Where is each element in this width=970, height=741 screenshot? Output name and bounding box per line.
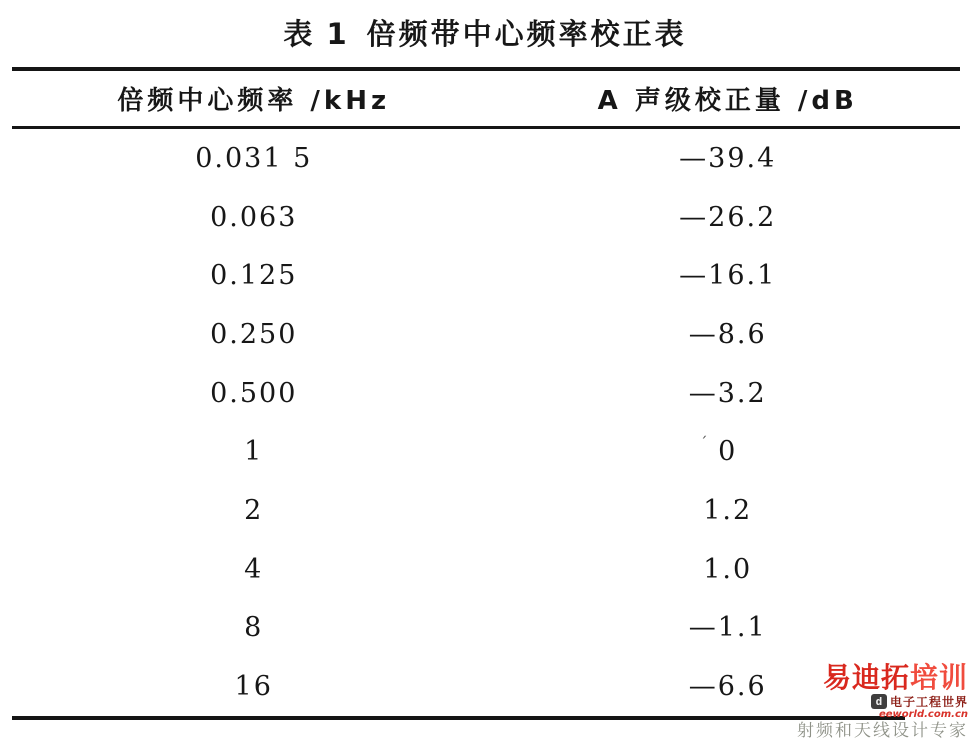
table-row (12, 540, 960, 599)
db-cell: —6.6 (688, 671, 767, 703)
db-cell: 1.2 (703, 495, 753, 527)
table-bottom-rule (12, 716, 905, 720)
table-number-label: 表 1 (283, 17, 349, 51)
db-cell: 1.0 (703, 553, 753, 585)
table-row (12, 305, 960, 364)
watermark-tagline: 射频和天线设计专家 (797, 721, 968, 741)
table-top-rule (12, 67, 960, 71)
freq-cell: 0.250 (210, 318, 298, 350)
table-row (12, 364, 960, 423)
watermark (778, 661, 968, 741)
table-title-text: 倍频带中心频率校正表 (366, 17, 687, 51)
table-row (12, 129, 960, 188)
db-cell: —3.2 (688, 377, 767, 409)
header-correction-column: A 声级校正量 /dB (597, 85, 858, 116)
table-title (0, 12, 970, 53)
db-cell: —16.1 (679, 260, 777, 292)
table-body (12, 129, 960, 716)
db-cell: —1.1 (688, 612, 767, 644)
table-row (12, 599, 960, 658)
db-cell: —8.6 (688, 318, 767, 350)
freq-cell: 1 (244, 436, 264, 468)
watermark-site-url: eeworld.com.cn (878, 709, 968, 720)
freq-cell: 8 (244, 612, 264, 644)
table-header-row (12, 72, 960, 124)
table-row (12, 188, 960, 247)
watermark-brand-suffix: 培训 (909, 661, 968, 694)
watermark-site-name: 电子工程世界 (889, 694, 968, 709)
freq-cell: 0.063 (210, 201, 298, 233)
watermark-site-line (778, 694, 968, 709)
eeworld-logo-icon: d (871, 694, 887, 709)
table-row (12, 423, 960, 482)
freq-cell: 2 (244, 495, 264, 527)
table-row (12, 246, 960, 305)
db-cell: —39.4 (679, 142, 777, 174)
freq-cell: 4 (244, 553, 264, 585)
table-row (12, 481, 960, 540)
freq-cell: 0.031 5 (195, 142, 313, 174)
header-frequency-column: 倍频中心频率 /kHz (117, 85, 391, 116)
freq-cell: 0.125 (210, 260, 298, 292)
db-cell: 0 (718, 436, 738, 468)
watermark-brand-text: 易迪拓 (822, 661, 910, 694)
freq-cell: 16 (234, 671, 273, 703)
scan-artifact-tick: ˊ (700, 434, 708, 452)
watermark-brand-line (778, 661, 968, 694)
freq-cell: 0.500 (210, 377, 298, 409)
db-cell: —26.2 (679, 201, 777, 233)
